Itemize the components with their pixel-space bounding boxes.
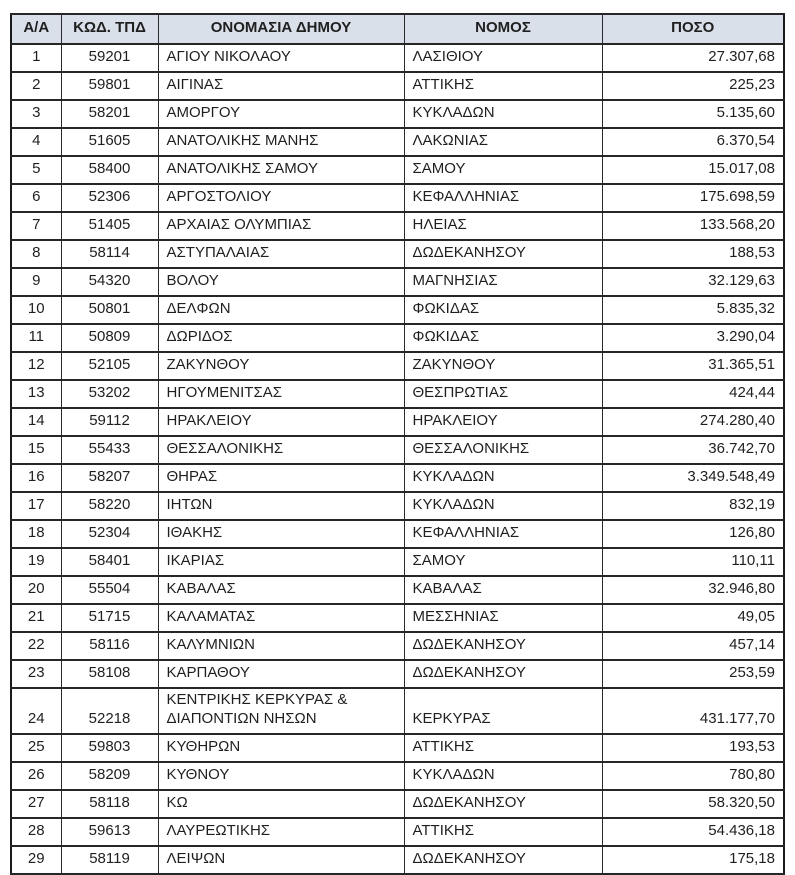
- table-row: [11, 296, 784, 324]
- table-row: [11, 632, 784, 660]
- cell-prefecture: ΚΥΚΛΑΔΩΝ: [404, 762, 602, 790]
- table-row: [11, 128, 784, 156]
- cell-amount: 36.742,70: [602, 436, 784, 464]
- cell-municipality: ΘΕΣΣΑΛΟΝΙΚΗΣ: [158, 436, 404, 464]
- cell-amount: 832,19: [602, 492, 784, 520]
- cell-prefecture: ΣΑΜΟΥ: [404, 156, 602, 184]
- cell-amount: 424,44: [602, 380, 784, 408]
- cell-code: 52218: [61, 688, 158, 734]
- cell-municipality: ΑΜΟΡΓΟΥ: [158, 100, 404, 128]
- table-row: [11, 212, 784, 240]
- cell-code: 51715: [61, 604, 158, 632]
- cell-prefecture: ΔΩΔΕΚΑΝΗΣΟΥ: [404, 790, 602, 818]
- cell-amount: 54.436,18: [602, 818, 784, 846]
- cell-code: 58220: [61, 492, 158, 520]
- table-row: [11, 688, 784, 734]
- cell-amount: 6.370,54: [602, 128, 784, 156]
- cell-municipality: ΔΩΡΙΔΟΣ: [158, 324, 404, 352]
- cell-amount: 188,53: [602, 240, 784, 268]
- cell-amount: 253,59: [602, 660, 784, 688]
- cell-municipality: ΚΑΡΠΑΘΟΥ: [158, 660, 404, 688]
- cell-index: 11: [11, 324, 61, 352]
- table-header: [11, 14, 784, 44]
- cell-code: 54320: [61, 268, 158, 296]
- cell-index: 23: [11, 660, 61, 688]
- cell-code: 59201: [61, 44, 158, 72]
- cell-amount: 5.135,60: [602, 100, 784, 128]
- cell-prefecture: ΜΑΓΝΗΣΙΑΣ: [404, 268, 602, 296]
- cell-code: 59613: [61, 818, 158, 846]
- cell-municipality: ΛΑΥΡΕΩΤΙΚΗΣ: [158, 818, 404, 846]
- cell-code: 51405: [61, 212, 158, 240]
- cell-prefecture: ΗΛΕΙΑΣ: [404, 212, 602, 240]
- table-row: [11, 268, 784, 296]
- cell-municipality: ΑΡΧΑΙΑΣ ΟΛΥΜΠΙΑΣ: [158, 212, 404, 240]
- cell-municipality: ΑΙΓΙΝΑΣ: [158, 72, 404, 100]
- cell-code: 50801: [61, 296, 158, 324]
- cell-code: 58201: [61, 100, 158, 128]
- table-row: [11, 818, 784, 846]
- table-row: [11, 184, 784, 212]
- table-row: [11, 548, 784, 576]
- cell-amount: 31.365,51: [602, 352, 784, 380]
- cell-index: 8: [11, 240, 61, 268]
- table-row: [11, 436, 784, 464]
- cell-index: 3: [11, 100, 61, 128]
- cell-municipality: ΚΑΛΑΜΑΤΑΣ: [158, 604, 404, 632]
- cell-amount: 193,53: [602, 734, 784, 762]
- cell-index: 28: [11, 818, 61, 846]
- cell-code: 53202: [61, 380, 158, 408]
- cell-prefecture: ΚΕΡΚΥΡΑΣ: [404, 688, 602, 734]
- table-row: [11, 324, 784, 352]
- cell-municipality: ΚΩ: [158, 790, 404, 818]
- cell-index: 1: [11, 44, 61, 72]
- cell-index: 16: [11, 464, 61, 492]
- cell-index: 15: [11, 436, 61, 464]
- cell-prefecture: ΘΕΣΠΡΩΤΙΑΣ: [404, 380, 602, 408]
- table-row: [11, 846, 784, 874]
- cell-prefecture: ΑΤΤΙΚΗΣ: [404, 72, 602, 100]
- cell-prefecture: ΚΕΦΑΛΛΗΝΙΑΣ: [404, 520, 602, 548]
- table-row: [11, 240, 784, 268]
- cell-municipality: ΖΑΚΥΝΘΟΥ: [158, 352, 404, 380]
- cell-amount: 32.946,80: [602, 576, 784, 604]
- cell-municipality: ΙΘΑΚΗΣ: [158, 520, 404, 548]
- cell-amount: 110,11: [602, 548, 784, 576]
- cell-municipality: ΚΥΘΝΟΥ: [158, 762, 404, 790]
- cell-index: 27: [11, 790, 61, 818]
- cell-amount: 780,80: [602, 762, 784, 790]
- cell-code: 59112: [61, 408, 158, 436]
- cell-code: 51605: [61, 128, 158, 156]
- cell-code: 58207: [61, 464, 158, 492]
- cell-code: 58116: [61, 632, 158, 660]
- column-header-municipality: ΟΝΟΜΑΣΙΑ ΔΗΜΟΥ: [158, 14, 404, 44]
- cell-municipality: ΛΕΙΨΩΝ: [158, 846, 404, 874]
- cell-amount: 431.177,70: [602, 688, 784, 734]
- cell-code: 58118: [61, 790, 158, 818]
- cell-municipality: ΗΡΑΚΛΕΙΟΥ: [158, 408, 404, 436]
- cell-code: 58119: [61, 846, 158, 874]
- cell-municipality: ΑΣΤΥΠΑΛΑΙΑΣ: [158, 240, 404, 268]
- table-row: [11, 576, 784, 604]
- municipalities-table: [10, 13, 785, 875]
- cell-prefecture: ΚΥΚΛΑΔΩΝ: [404, 492, 602, 520]
- column-header-index: Α/Α: [11, 14, 61, 44]
- cell-prefecture: ΚΥΚΛΑΔΩΝ: [404, 100, 602, 128]
- cell-index: 5: [11, 156, 61, 184]
- cell-index: 9: [11, 268, 61, 296]
- cell-prefecture: ΔΩΔΕΚΑΝΗΣΟΥ: [404, 632, 602, 660]
- table-row: [11, 464, 784, 492]
- cell-amount: 274.280,40: [602, 408, 784, 436]
- column-header-amount: ΠΟΣΟ: [602, 14, 784, 44]
- table-row: [11, 352, 784, 380]
- cell-amount: 175.698,59: [602, 184, 784, 212]
- cell-code: 58108: [61, 660, 158, 688]
- header-row: [11, 14, 784, 44]
- table-row: [11, 72, 784, 100]
- cell-code: 50809: [61, 324, 158, 352]
- cell-code: 58209: [61, 762, 158, 790]
- cell-prefecture: ΔΩΔΕΚΑΝΗΣΟΥ: [404, 240, 602, 268]
- table-row: [11, 790, 784, 818]
- table-row: [11, 408, 784, 436]
- table-row: [11, 660, 784, 688]
- cell-amount: 175,18: [602, 846, 784, 874]
- cell-municipality: ΙΚΑΡΙΑΣ: [158, 548, 404, 576]
- table-row: [11, 44, 784, 72]
- cell-code: 58114: [61, 240, 158, 268]
- cell-municipality: ΑΡΓΟΣΤΟΛΙΟΥ: [158, 184, 404, 212]
- cell-index: 13: [11, 380, 61, 408]
- cell-code: 52105: [61, 352, 158, 380]
- cell-amount: 58.320,50: [602, 790, 784, 818]
- cell-amount: 133.568,20: [602, 212, 784, 240]
- column-header-code: ΚΩΔ. ΤΠΔ: [61, 14, 158, 44]
- cell-code: 58400: [61, 156, 158, 184]
- cell-prefecture: ΛΑΚΩΝΙΑΣ: [404, 128, 602, 156]
- cell-prefecture: ΑΤΤΙΚΗΣ: [404, 818, 602, 846]
- cell-code: 59803: [61, 734, 158, 762]
- cell-code: 52306: [61, 184, 158, 212]
- column-header-prefecture: ΝΟΜΟΣ: [404, 14, 602, 44]
- cell-index: 29: [11, 846, 61, 874]
- cell-prefecture: ΣΑΜΟΥ: [404, 548, 602, 576]
- cell-index: 25: [11, 734, 61, 762]
- cell-index: 24: [11, 688, 61, 734]
- cell-municipality: ΘΗΡΑΣ: [158, 464, 404, 492]
- table-row: [11, 492, 784, 520]
- table-body: [11, 44, 784, 874]
- cell-index: 19: [11, 548, 61, 576]
- cell-amount: 32.129,63: [602, 268, 784, 296]
- cell-code: 52304: [61, 520, 158, 548]
- cell-code: 58401: [61, 548, 158, 576]
- table-row: [11, 762, 784, 790]
- cell-municipality: ΗΓΟΥΜΕΝΙΤΣΑΣ: [158, 380, 404, 408]
- cell-index: 20: [11, 576, 61, 604]
- cell-municipality: ΒΟΛΟΥ: [158, 268, 404, 296]
- cell-prefecture: ΦΩΚΙΔΑΣ: [404, 296, 602, 324]
- cell-prefecture: ΜΕΣΣΗΝΙΑΣ: [404, 604, 602, 632]
- cell-index: 17: [11, 492, 61, 520]
- cell-prefecture: ΖΑΚΥΝΘΟΥ: [404, 352, 602, 380]
- cell-amount: 3.290,04: [602, 324, 784, 352]
- cell-prefecture: ΔΩΔΕΚΑΝΗΣΟΥ: [404, 660, 602, 688]
- cell-amount: 457,14: [602, 632, 784, 660]
- table-row: [11, 100, 784, 128]
- cell-index: 18: [11, 520, 61, 548]
- cell-index: 2: [11, 72, 61, 100]
- cell-index: 26: [11, 762, 61, 790]
- cell-prefecture: ΦΩΚΙΔΑΣ: [404, 324, 602, 352]
- cell-municipality: ΑΓΙΟΥ ΝΙΚΟΛΑΟΥ: [158, 44, 404, 72]
- cell-index: 4: [11, 128, 61, 156]
- cell-index: 21: [11, 604, 61, 632]
- cell-index: 22: [11, 632, 61, 660]
- cell-amount: 27.307,68: [602, 44, 784, 72]
- cell-prefecture: ΘΕΣΣΑΛΟΝΙΚΗΣ: [404, 436, 602, 464]
- cell-prefecture: ΑΤΤΙΚΗΣ: [404, 734, 602, 762]
- cell-municipality: ΙΗΤΩΝ: [158, 492, 404, 520]
- cell-prefecture: ΚΑΒΑΛΑΣ: [404, 576, 602, 604]
- cell-index: 12: [11, 352, 61, 380]
- cell-amount: 126,80: [602, 520, 784, 548]
- cell-prefecture: ΗΡΑΚΛΕΙΟΥ: [404, 408, 602, 436]
- table-row: [11, 380, 784, 408]
- cell-prefecture: ΔΩΔΕΚΑΝΗΣΟΥ: [404, 846, 602, 874]
- cell-index: 14: [11, 408, 61, 436]
- cell-prefecture: ΛΑΣΙΘΙΟΥ: [404, 44, 602, 72]
- table-row: [11, 156, 784, 184]
- cell-municipality: ΑΝΑΤΟΛΙΚΗΣ ΜΑΝΗΣ: [158, 128, 404, 156]
- cell-prefecture: ΚΕΦΑΛΛΗΝΙΑΣ: [404, 184, 602, 212]
- cell-prefecture: ΚΥΚΛΑΔΩΝ: [404, 464, 602, 492]
- cell-amount: 3.349.548,49: [602, 464, 784, 492]
- cell-amount: 225,23: [602, 72, 784, 100]
- cell-index: 10: [11, 296, 61, 324]
- table-row: [11, 520, 784, 548]
- cell-code: 55433: [61, 436, 158, 464]
- cell-municipality: ΚΕΝΤΡΙΚΗΣ ΚΕΡΚΥΡΑΣ & ΔΙΑΠΟΝΤΙΩΝ ΝΗΣΩΝ: [158, 688, 404, 734]
- cell-amount: 15.017,08: [602, 156, 784, 184]
- cell-index: 6: [11, 184, 61, 212]
- cell-municipality: ΚΑΛΥΜΝΙΩΝ: [158, 632, 404, 660]
- cell-municipality: ΚΥΘΗΡΩΝ: [158, 734, 404, 762]
- cell-municipality: ΚΑΒΑΛΑΣ: [158, 576, 404, 604]
- cell-code: 55504: [61, 576, 158, 604]
- cell-amount: 49,05: [602, 604, 784, 632]
- cell-code: 59801: [61, 72, 158, 100]
- cell-amount: 5.835,32: [602, 296, 784, 324]
- cell-index: 7: [11, 212, 61, 240]
- table-row: [11, 734, 784, 762]
- cell-municipality: ΔΕΛΦΩΝ: [158, 296, 404, 324]
- cell-municipality: ΑΝΑΤΟΛΙΚΗΣ ΣΑΜΟΥ: [158, 156, 404, 184]
- table-row: [11, 604, 784, 632]
